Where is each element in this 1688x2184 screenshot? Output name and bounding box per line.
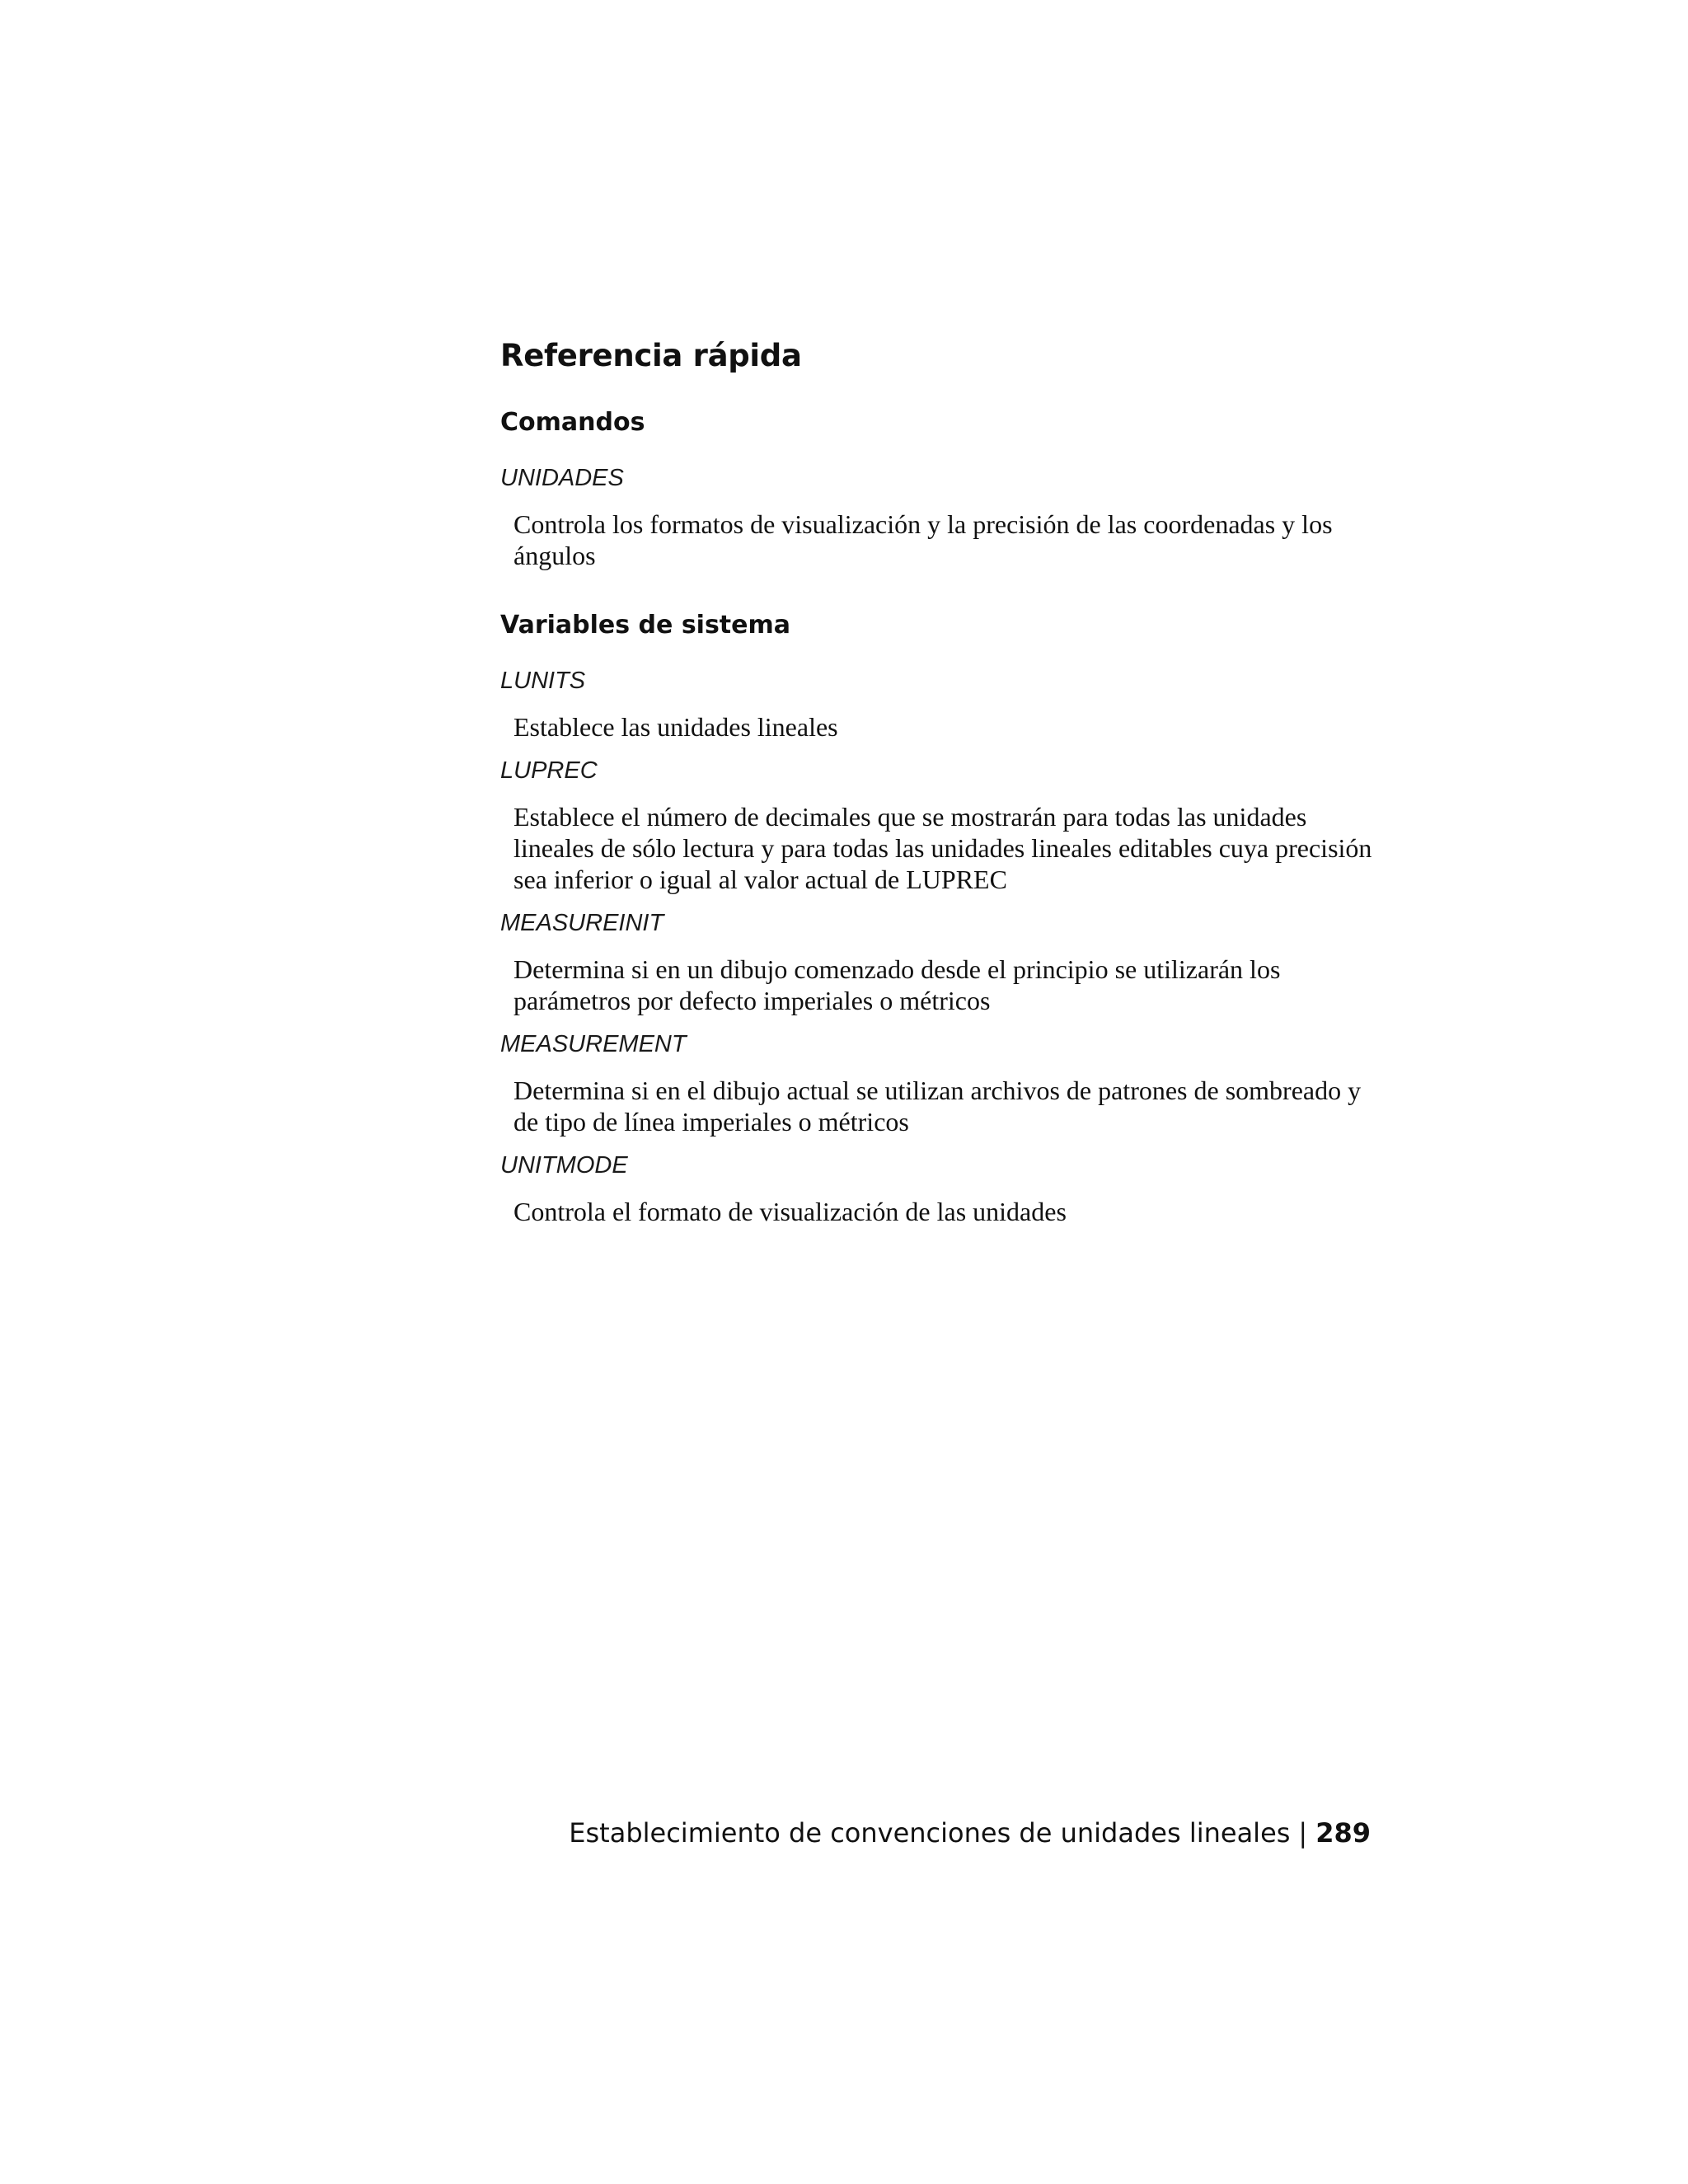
command-term: UNIDADES: [500, 465, 624, 491]
footer-chapter-title: Establecimiento de convenciones de unidades lineales: [569, 1817, 1291, 1849]
variable-entry-measureinit: [500, 910, 1374, 1016]
variable-entry-measurement: [500, 1031, 1374, 1137]
footer-separator: |: [1298, 1817, 1308, 1849]
commands-heading: Comandos: [500, 408, 645, 437]
variable-term: LUPREC: [500, 757, 598, 784]
variable-description: Determina si en el dibujo actual se utilizan archivos de patrones de sombreado y de tipo de línea imperiales o métricos: [513, 1076, 1362, 1137]
variable-term: MEASUREINIT: [500, 910, 664, 936]
variable-description: Establece el número de decimales que se mostrarán para todas las unidades lineales de sólo lectura y para todas las unidades lineales editables cuya precisión sea inferior o igual al valor actual de LUPREC: [513, 802, 1372, 894]
variable-term: LUNITS: [500, 668, 586, 694]
system-variables-heading: Variables de sistema: [500, 611, 791, 640]
variable-term: MEASUREMENT: [500, 1031, 687, 1057]
variable-description: Determina si en un dibujo comenzado desde el principio se utilizarán los parámetros por defecto imperiales o métricos: [513, 954, 1281, 1015]
page-content: [500, 338, 1374, 1242]
variable-entry-unitmode: [500, 1152, 1374, 1227]
variable-description: Establece las unidades lineales: [513, 712, 838, 742]
command-description: Controla los formatos de visualización y la precisión de las coordenadas y los ángulos: [513, 509, 1333, 570]
section-title: Referencia rápida: [500, 338, 802, 373]
command-entry: [500, 465, 1374, 571]
variable-entry-luprec: [500, 757, 1374, 895]
variable-description: Controla el formato de visualización de las unidades: [513, 1197, 1067, 1226]
page-number: 289: [1315, 1817, 1371, 1849]
page-footer: [569, 1817, 1371, 1849]
variable-entry-lunits: [500, 668, 1374, 743]
variable-term: UNITMODE: [500, 1152, 628, 1179]
